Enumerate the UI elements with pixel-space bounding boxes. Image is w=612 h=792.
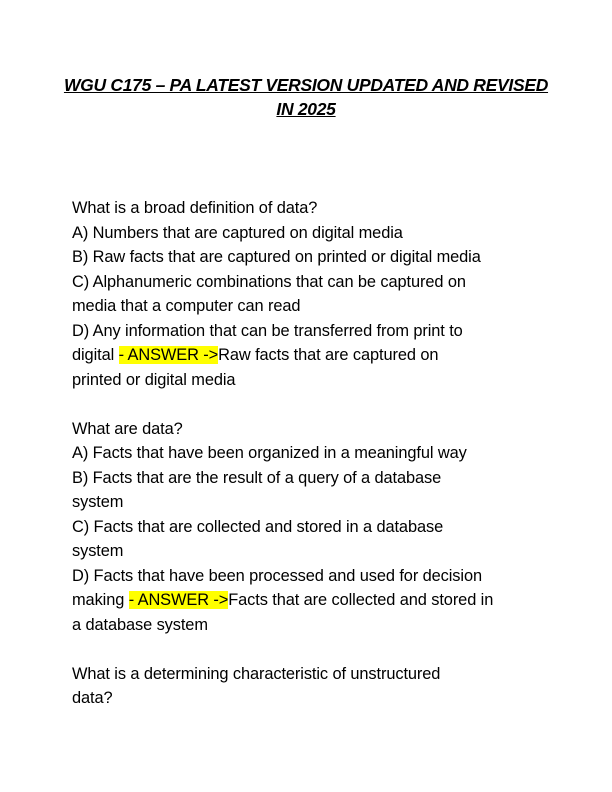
answer-text-line-2: a database system <box>72 615 208 634</box>
option-c-line-2: system <box>72 542 124 560</box>
option-a: A) Numbers that are captured on digital media <box>72 223 403 242</box>
option-d-line-1: D) Facts that have been processed and used for decision <box>72 566 482 585</box>
document-body <box>72 196 552 735</box>
answer-marker: - ANSWER -> <box>128 591 229 609</box>
option-d-tail: making <box>72 591 129 609</box>
answer-text-line-1: Raw facts that are captured on <box>218 346 439 364</box>
title-line-2: IN 2025 <box>276 99 336 119</box>
option-a: A) Facts that have been organized in a meaningful way <box>72 444 467 462</box>
question-block-3 <box>72 662 552 711</box>
document-title <box>60 73 552 121</box>
option-c-line-1: C) Facts that are collected and stored in a database <box>72 517 444 536</box>
answer-marker: - ANSWER -> <box>118 346 219 364</box>
option-d-tail: digital <box>72 346 119 364</box>
option-c-line-1: C) Alphanumeric combinations that can be captured on <box>72 272 466 291</box>
option-b-line-2: system <box>72 493 124 511</box>
question-text: What are data? <box>72 419 183 438</box>
question-block-2 <box>72 417 552 638</box>
question-text-line-2: data? <box>72 689 113 707</box>
option-d-line-2 <box>72 588 552 613</box>
answer-text-line-2: printed or digital media <box>72 370 236 389</box>
option-b: B) Raw facts that are captured on printed or digital media <box>72 248 481 266</box>
option-d-line-1: D) Any information that can be transferred from print to <box>72 321 463 340</box>
question-text-line-1: What is a determining characteristic of unstructured <box>72 664 441 683</box>
question-text: What is a broad definition of data? <box>72 199 318 217</box>
option-c-line-2: media that a computer can read <box>72 297 301 315</box>
option-b-line-1: B) Facts that are the result of a query of a database <box>72 468 442 487</box>
question-block-1 <box>72 196 552 392</box>
option-d-line-2 <box>72 343 552 368</box>
answer-text-line-1: Facts that are collected and stored in <box>228 591 494 609</box>
title-line-1: WGU C175 – PA LATEST VERSION UPDATED AND REVISED <box>63 75 549 95</box>
